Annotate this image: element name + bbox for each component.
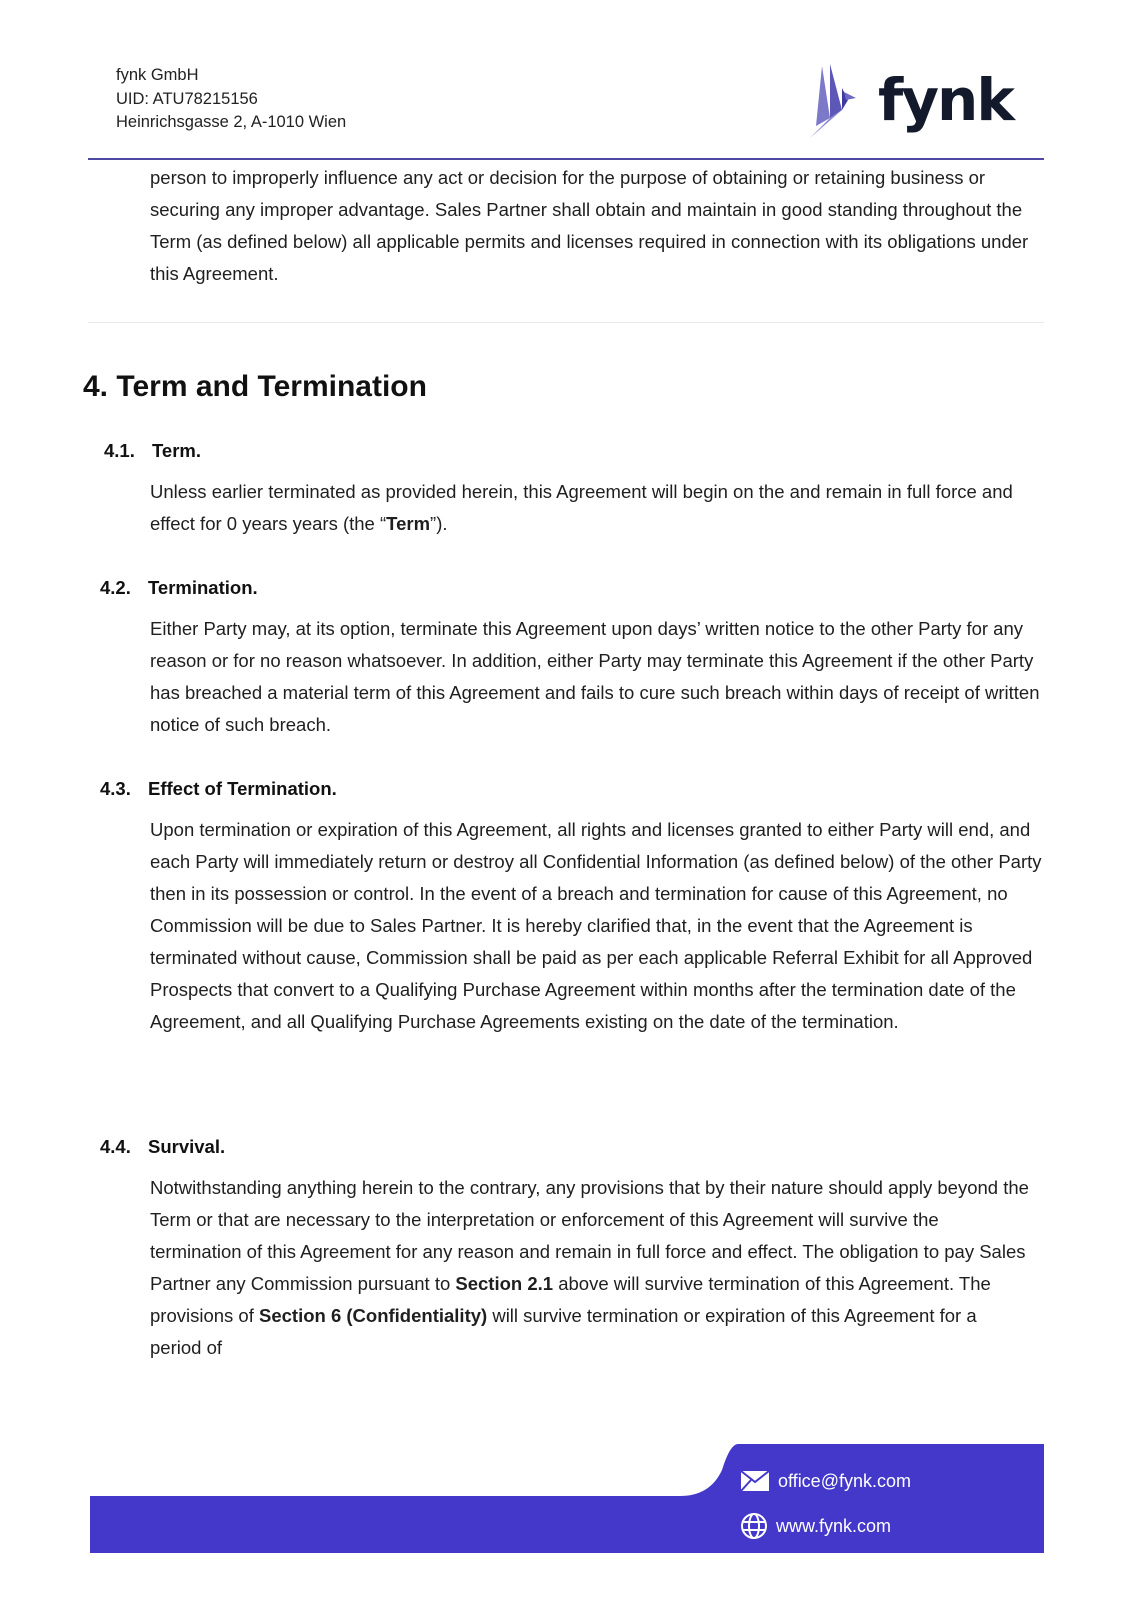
globe-icon — [740, 1512, 768, 1540]
subsection-text-term: Unless earlier terminated as provided herein, this Agreement will begin on the and remain in full force and effect for 0 years years (the “Term”). — [150, 481, 1013, 534]
footer-website[interactable]: www.fynk.com — [740, 1512, 891, 1540]
subsection-heading-effect: 4.3. Effect of Termination. — [100, 778, 337, 799]
subsection-text-survival: Notwithstanding anything herein to the contrary, any provisions that by their nature should apply beyond the Term or that are necessary to the interpretation or enforcement of this Agreement will survive the termination of this Agreement for any reason and remain in full force and effect. The obligation to pay Sales Partner any Commission pursuant to Section 2.1 above will survive termination of this Agreement. The provisions of Section 6 (Confidentiality) will survive termination or expiration of this Agreement for a period of — [150, 1177, 1029, 1358]
footer-banner — [90, 1440, 1044, 1553]
header-divider — [88, 158, 1044, 160]
subsection-heading-termination: 4.2. Termination. — [100, 577, 258, 598]
section-divider — [88, 322, 1044, 323]
intro-paragraph: person to improperly influence any act or decision for the purpose of obtaining or retaining business or securing any improper advantage. Sales Partner shall obtain and maintain in good standing throughout the Term (as defined below) all applicable permits and licenses required in connection with its obligations under this Agreement. — [150, 167, 1029, 284]
fynk-logo — [808, 62, 1013, 138]
company-info — [116, 64, 346, 135]
section-title: 4. Term and Termination — [83, 370, 427, 403]
envelope-icon — [740, 1470, 770, 1492]
footer-email[interactable]: office@fynk.com — [740, 1470, 911, 1492]
company-address: Heinrichsgasse 2, A-1010 Wien — [116, 113, 347, 131]
subsection-text-effect: Upon termination or expiration of this Agreement, all rights and licenses granted to either Party will end, and each Party will immediately return or destroy all Confidential Information (as defined below) of the other Party then in its possession or control. In the event of a breach and termination for cause of this Agreement, no Commission will be due to Sales Partner. It is hereby clarified that, in the event that the Agreement is terminated without cause, Commission shall be paid as per each applicable Referral Exhibit for all Approved Prospects that convert to a Qualifying Purchase Agreement within months after the termination date of the Agreement, and all Qualifying Purchase Agreements existing on the date of the termination. — [150, 819, 1042, 1032]
subsection-heading-survival: 4.4. Survival. — [100, 1136, 226, 1157]
subsection-text-termination: Either Party may, at its option, terminate this Agreement upon days’ written notice to the other Party for any reason or for no reason whatsoever. In addition, either Party may terminate this Agreement if the other Party has breached a material term of this Agreement and fails to cure such breach within days of receipt of written notice of such breach. — [150, 618, 1040, 735]
company-uid: UID: ATU78215156 — [116, 89, 258, 108]
subsection-heading-term: 4.1. Term. — [104, 440, 202, 461]
bird-logo-icon — [808, 62, 870, 138]
logo-wordmark: fynk — [878, 66, 1013, 134]
company-name: fynk GmbH — [116, 66, 199, 84]
